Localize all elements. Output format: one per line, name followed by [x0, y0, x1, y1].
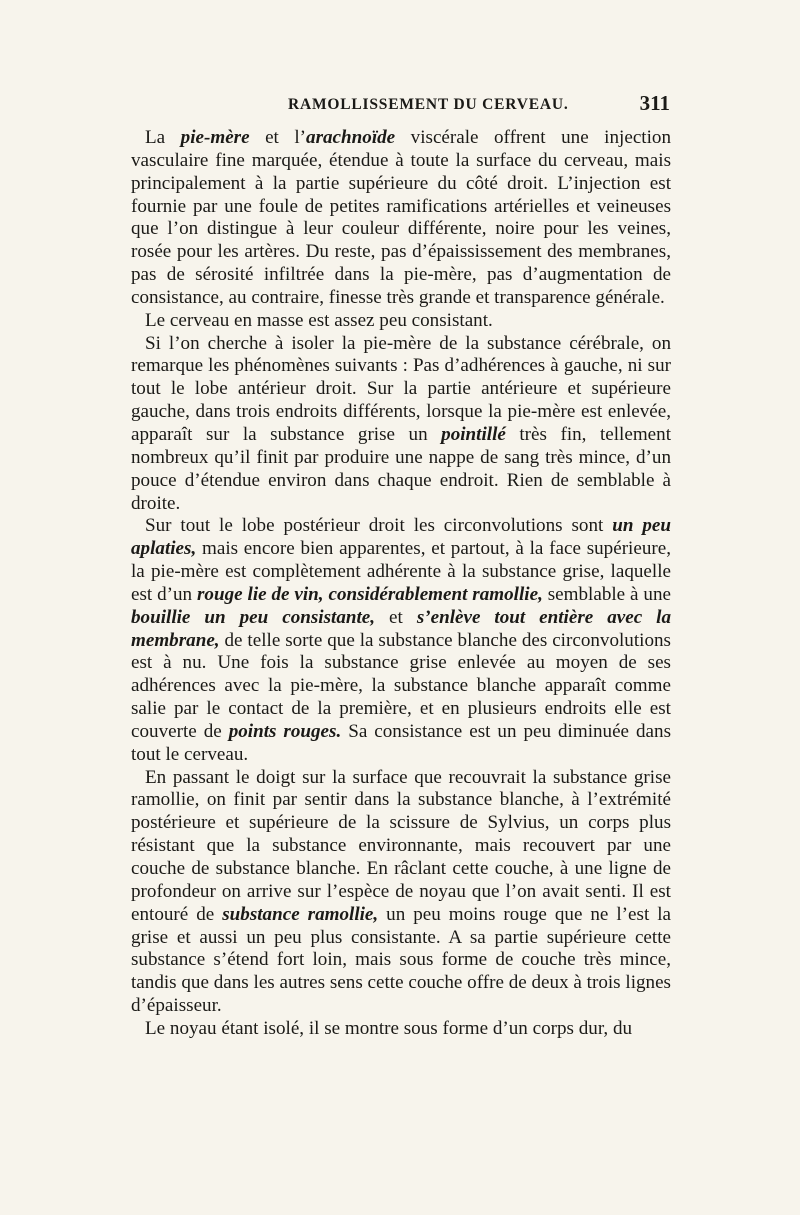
- text-run: très fin, tellement nombreux qu’il finit par produire une nappe de sang très mince, d’un pouce d’étendue environ dans chaque endroit. Rien de semblable à droite.: [131, 423, 671, 514]
- text-run: Sur tout le lobe postérieur droit les circonvolutions sont: [145, 515, 613, 537]
- text-run: Le cerveau en masse est assez peu consistant.: [145, 309, 493, 331]
- text-run: et l’: [249, 127, 307, 148]
- text-run: un peu moins rouge que ne l’est la grise et aussi un peu plus consistante. A sa partie supérieure cette substance s’étend fort loin, mais sous forme de couche très mince, tandis que dans les autres sens cette couche offre de deux à trois lignes d’épaisseur.: [131, 903, 672, 1017]
- running-head: [130, 92, 670, 122]
- text-run: En passant le doigt sur la surface que recouvrait la substance grise ramollie, on finit par sentir dans la substance blanche, à l’extrémité postérieure et supérieure de la scissure de Sylvius, un corps plus résistant que la substance environnante, mais recouvert par une couche de substance blanche. En râclant cette couche, à une ligne de profondeur on arrive sur l’espèce de noyau que l’on avait senti. Il est entouré de: [131, 766, 671, 925]
- paragraph-3: [131, 333, 671, 516]
- text-run: Sa consistance est un peu diminuée dans tout le cerveau.: [131, 720, 671, 765]
- text-run: viscérale offrent une injection vasculaire fine marquée, étendue à toute la surface du cerveau, mais principalement à la partie supérieure du côté droit. L’injection est fournie par une foule de petites ramifications artérielles et veineuses que l’on distingue à leur couleur différente, noire pour les veines, rosée pour les artères. Du reste, pas d’épaississement des membranes, pas de sérosité infiltrée dans la pie-mère, pas d’augmentation de consistance, au contraire, finesse très grande et transparence générale.: [131, 127, 671, 308]
- paragraph-4: [131, 515, 671, 766]
- text-run: La: [145, 127, 181, 148]
- text-run: Le noyau étant isolé, il se montre sous forme d’un corps dur, du: [145, 1017, 633, 1039]
- emphasis-text: un peu aplaties,: [131, 515, 671, 560]
- emphasis-text: pointillé: [441, 423, 506, 445]
- emphasis-text: pie-mère: [180, 127, 250, 148]
- paragraph-6: [131, 1018, 671, 1041]
- running-title: RAMOLLISSEMENT DU CERVEAU.: [288, 96, 569, 113]
- emphasis-text: s’enlève tout entière avec la membrane,: [131, 606, 672, 651]
- page-number: 311: [639, 91, 670, 115]
- paragraph-5: [131, 767, 671, 1018]
- paragraph-1: [131, 127, 671, 310]
- emphasis-text: bouillie un peu consistante,: [131, 606, 376, 628]
- paragraph-2: [131, 310, 671, 333]
- text-run: et: [375, 606, 417, 628]
- text-run: semblable à une: [542, 583, 671, 605]
- emphasis-text: rouge lie de vin, considérablement ramollie,: [197, 583, 543, 605]
- text-run: mais encore bien apparentes, et partout, à la face supérieure, la pie-mère est complètement adhérente à la substance grise, laquelle est d’un: [131, 538, 671, 605]
- emphasis-text: points rouges.: [228, 720, 342, 742]
- text-run: Si l’on cherche à isoler la pie-mère de la substance cérébrale, on remarque les phénomènes suivants : Pas d’adhérences à gauche, ni sur tout le lobe antérieur droit. Sur la partie antérieure et supérieure gauche, dans trois endroits différents, lorsque la pie-mère est enlevée, apparaît sur la substance grise un: [131, 332, 671, 445]
- emphasis-text: arachnoïde: [306, 127, 396, 148]
- text-run: de telle sorte que la substance blanche des circonvolutions est à nu. Une fois la substance grise enlevée au moyen de ses adhérences avec la pie-mère, la substance blanche apparaît comme salie par le contact de la première, et en plusieurs endroits elle est couverte de: [131, 629, 671, 742]
- emphasis-text: substance ramollie,: [222, 903, 379, 925]
- body-text: [131, 127, 671, 1041]
